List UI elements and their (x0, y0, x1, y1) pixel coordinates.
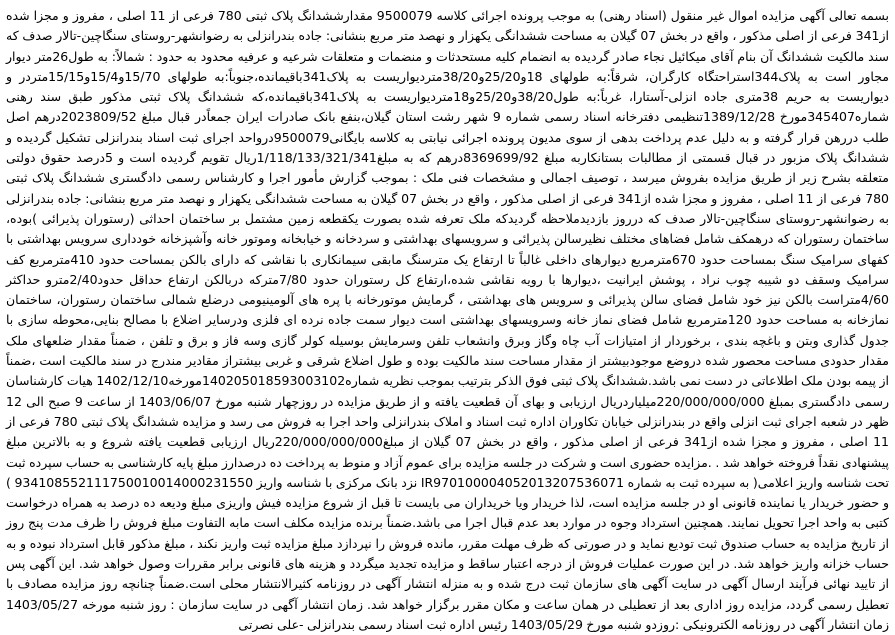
auction-notice-body: بسمه تعالی آگهی مزایده اموال غیر منقول (اسناد رهنی) به موجب پرونده اجرائی کلاسه 9500079 مقدارششدانگ پلاک ثبتی 780 فرعی از 11 اصلی ، مفروز و مجزا شده از341 فرعی از اصلی مذکور ، واقع در بخش 07 گیلان به مساحت ششدانگی یکهزار و نهصد متر مربع بنشانی: جاده بندرانزلی به رضوانشهر-روستای سنگاچین-تالار صدف که سند مالکیت ششدانگ آن بنام آقای میکائیل نجاء صادر گردیده به انضمام کلیه مستحدثات و منضمات و متعلقات شرعیه و عرفیه محدود به حدود : شمالاً: به طول26متر دیوار مجاور است به پلاک344استراحتگاه کارگران، شرقاً:به طولهای 18و25/20و38/20متردیواریست به پلاک341باقیمانده،جنوباً:به طولهای 15/70و15/4و15/15متردر و دیواریست به حریم 38متری جاده انزلی-آستارا، غرباً:به طول38/20و25/20و18متردیواریست به پلاک341باقیمانده،که ششدانگ پلاک ثبتی مذکور طبق سند رهنی شماره345407مورخ 1389/12/28تنظیمی دفترخانه اسناد رسمی شماره 9 شهر رشت استان گیلان،بنفع بانک صادرات ایران جمعاًدر قبال مبلغ 2023809/52درهم اصل طلب دررهن قرار گرفته و به دلیل عدم پرداخت بدهی از سوی مدیون پرونده اجرائی نیابتی به کلاسه بایگانی9500079درواحد اجرای ثبت اسناد بندرانزلی تشکیل گردیده و ششدانگ پلاک مزبور در قبال قسمتی از مطالبات بستانکاربه مبلغ 8369699/92درهم که به مبلغ1/118/133/321/341ریال تقویم گردیده است و 5درصد حقوق دولتی متعلقه بشرح زیر از طریق مزایده بفروش میرسد ، توصیف اجمالی و مشخصات فنی ملک : بموجب گزارش مأمور اجرا و کارشناس رسمی دادگستری ششدانگ پلاک ثبتی 780 فرعی از 11 اصلی ، مفروز و مجزا شده از341 فرعی از اصلی مذکور ، واقع در بخش 07 گیلان به مساحت ششدانگی یکهزار و نهصد متر مربع بنشانی: جاده بندرانزلی به رضوانشهر-روستای سنگاچین-تالار صدف که درروز بازدیدملاحظه گردیدکه ملک تعرفه شده بصورت یکقطعه زمین مشتمل بر ساختمان احداثی (رستوران پذیرائی )بوده، ساختمان رستوران که درهمکف شامل فضاهای مختلف نظیرسالن پذیرائی و سرویسهای بهداشتی و سردخانه و خیابخانه وموتور خانه وآشپزخانه خودداری سرویس بهداشتی با کفهای سرامیک سنگ بمساحت حدود 670مترمربع دیوارهای داخلی غالباً تا ارتفاع یک مترسنگ مابقی سیمانکاری با نقاشی که دارای بالکن بمساحت حدود 410مترمربع کف سرامیک وسقف دو شیبه چوب نراد ، پوشش ایرانیت ،دیوارها با رویه نقاشی شده،ارتفاع کل رستوران حدود 7/80مترکه دربالکن ارتفاع حداقل حدود2/40مترو حداکثر 4/60متراست بالکن نیز خود شامل فضای سالن پذیرائی و سرویس های بهداشتی ، گرمایش موتورخانه با پره های آلومینیومی درضلع شمالی ساختمان رستوران، ساختمان نمازخانه به مساحت حدود 120مترمربع شامل فضای نماز خانه وسرویسهای بهداشتی است دیوار سمت جاده نرده ای فلزی ودرسایر اضلاع با مصالح بنایی،محوطه سازی با جدول گذاری وبتن و باغچه بندی ، برخوردار از امتیازات آب چاه وگاز وبرق وانشعاب تلفن وسرمایش بوسیله کولر گازی وسه فاز و برق و تلفن ، ضمناً مقدار ضلعهای ملک مقدار حدودی مساحت محصور شده دروضع موجودبیشتر از مقدار مساحت سند مالکیت بوده و طول اضلاع شرقی و غربی بیشتراز مقادیر مندرج در سند مالکیت است ،ضمناً از پیمه بودن ملک اطلاعاتی در دست نمی باشد.ششدانگ پلاک ثبتی فوق الذکر بترتیب بموجب نظریه شماره140205018593003102مورخه1402/12/10 هیات کارشناسان رسمی دادگستری بمبلغ 220/000/000/000میلیاردریال ارزیابی و بهای آن قطعیت یافته و از طریق مزایده در روزچهار شنبه مورخ 1403/06/07 از ساعت 9 صبح الی 12 ظهر در شعبه اجرای ثبت انزلی واقع در بندرانزلی خیابان تکاوران اداره ثبت اسناد و املاک بندرانزلی واحد اجرا به فروش می رسد و مزایده ششدانگ پلاک ثبتی 780 فرعی از 11 اصلی ، مفروز و مجزا شده از341 فرعی از اصلی مذکور ، واقع در بخش 07 گیلان از مبلغ220/000/000/000ریال ارزیابی قطعیت یافته شروع و به بالاترین مبلغ پیشنهادی نقداً فروخته خواهد شد . .مزایده حضوری است و شرکت در جلسه مزایده برای عموم آزاد و منوط به پرداخت ده درصدارز مبلغ پایه کارشناسی به حساب سپرده ثبت تحت شناسه واریز اعلامی( به سپرده ثبت به شماره IR970100004052013207536071 نزد بانک مرکزی با شناسه واریز 934108552111750010014000231550 ) و حضور خریدار یا نماینده قانونی او در جلسه مزایده است، لذا خریدار ویا خریداران می بایست تا قبل از شروع مزایده فیش واریزی مبلغ ودیعه ده درصد به همراه درخواست کتبی به واحد اجرا تحویل نمایند. همچنین استرداد وجوه در موارد بعد عدم قبال اجرا می باشد.ضمناً برنده مزایده مکلف است مابه التفاوت مبلغ فروش را ظرف مدت پنج روز از تاریخ مزایده به حساب صندوق ثبت تودیع نماید و در صورتی که ظرف مهلت مقرر، مانده فروش را نپردازد مبلغ مزایده ثبت واریز نکند ، مبلغ مذکور قابل استرداد نبوده و به حساب خزانه واریز خواهد شد. در این صورت عملیات فروش از درجه اعتبار ساقط و مزایده تجدید میگردد و هزینه های قانونی برابر مقررات وصول خواهد شد. این آگهی پس از تایید نهائی فرآیند ارسال آگهی در سایت آگهی های سازمان ثبت درج شده و به منزله انتشار آگهی در روزنامه کثیرالانتشار محلی است.ضمناً چنانچه روز مزایده مصادف با تعطیل رسمی گردد، مزایده روز اداری بعد از تعطیلی در همان ساعت و مکان مقرر برگزار خواهد شد. زمان انتشار آگهی در سایت سازمان : روز شنبه مورخه 1403/05/27 زمان انتشار آگهی در روزنامه الکترونیکی :روزدو شنبه مورخ 1403/05/29 رئیس اداره ثبت اسناد رسمی بندرانزلی -علی نصرتی (6, 8, 890, 632)
